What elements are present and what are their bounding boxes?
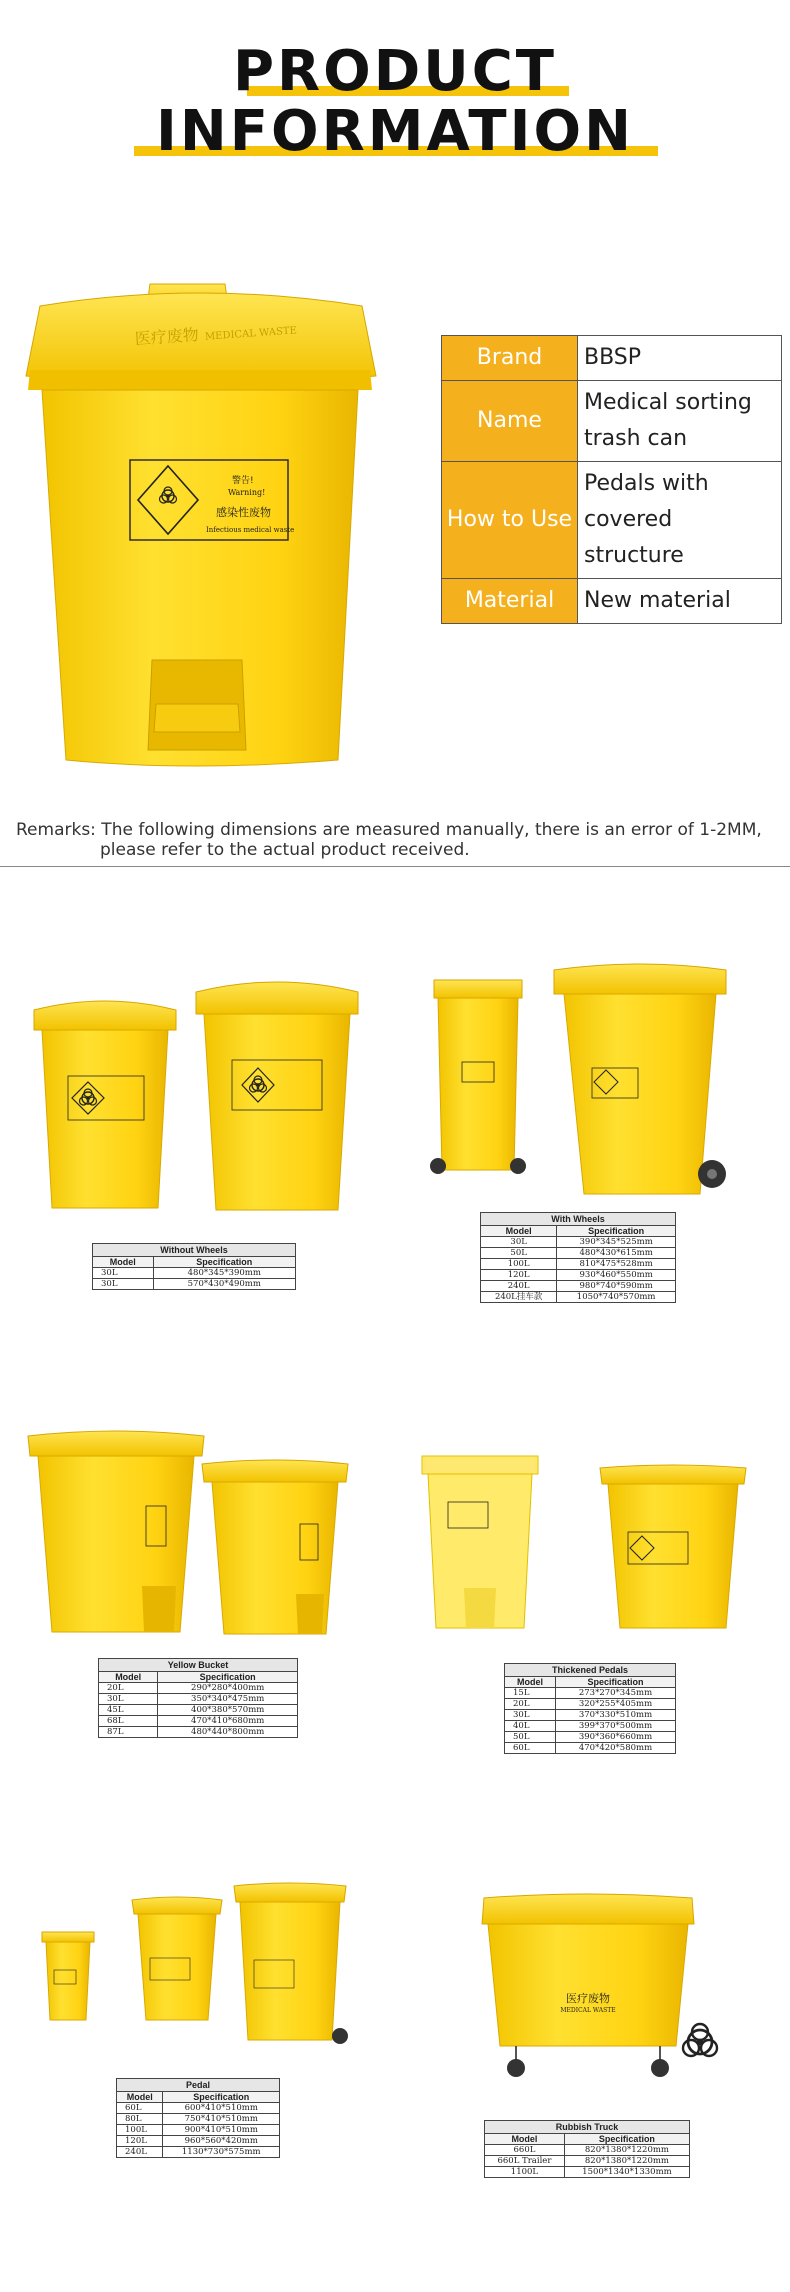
cell-model: 1100L — [485, 2167, 565, 2178]
col-header-model: Model — [505, 1677, 556, 1688]
table-row — [505, 1721, 676, 1732]
spec-key-brand: Brand — [442, 336, 578, 381]
col-header-specification: Specification — [564, 2134, 689, 2145]
bin-image-pedal-60l — [40, 1928, 96, 2022]
table-row — [99, 1727, 298, 1738]
bin-image-pedal-240l — [230, 1880, 354, 2052]
table-thickened-pedals — [504, 1663, 676, 1754]
table-yellow-bucket — [98, 1658, 298, 1738]
bin-image-with-wheels-small — [428, 970, 528, 1180]
label-warning-en: Warning! — [228, 488, 266, 497]
col-header-model: Model — [481, 1226, 557, 1237]
table-title: With Wheels — [480, 1212, 676, 1225]
cell-model: 80L — [117, 2114, 163, 2125]
cell-spec: 470*410*680mm — [158, 1716, 298, 1727]
cell-spec: 570*430*490mm — [153, 1279, 295, 1290]
product-main-image — [20, 280, 380, 780]
cell-model: 30L — [505, 1710, 556, 1721]
col-header-specification: Specification — [556, 1677, 676, 1688]
label-infectious-cn: 感染性废物 — [216, 506, 271, 519]
cell-model: 68L — [99, 1716, 158, 1727]
lid-text-en: MEDICAL WASTE — [204, 325, 298, 343]
table-with-wheels — [480, 1212, 676, 1303]
table-pedal — [116, 2078, 280, 2158]
bin-image-rubbish-truck — [476, 1890, 700, 2080]
bin-image-with-wheels-large — [550, 958, 730, 1198]
section-divider — [0, 866, 790, 867]
table-rubbish-truck — [484, 2120, 690, 2178]
cell-model: 45L — [99, 1705, 158, 1716]
cell-spec: 900*410*510mm — [163, 2125, 280, 2136]
table-title: Thickened Pedals — [504, 1663, 676, 1676]
table-row — [505, 1710, 676, 1721]
table-row — [117, 2114, 280, 2125]
table-row — [117, 2147, 280, 2158]
lid-text-cn: 医疗废物 — [134, 325, 200, 349]
spec-row-how-to-use — [442, 462, 782, 579]
truck-label-en: MEDICAL WASTE — [560, 2007, 616, 2014]
cell-spec: 930*460*550mm — [557, 1270, 676, 1281]
table-header-row — [505, 1677, 676, 1688]
cell-model: 100L — [117, 2125, 163, 2136]
cell-spec: 290*280*400mm — [158, 1683, 298, 1694]
col-header-model: Model — [117, 2092, 163, 2103]
cell-model: 240L — [117, 2147, 163, 2158]
bin-image-pedal-80l — [128, 1894, 226, 2022]
cell-spec: 390*360*660mm — [556, 1732, 676, 1743]
cell-model: 60L — [117, 2103, 163, 2114]
cell-spec: 390*345*525mm — [557, 1237, 676, 1248]
cell-model: 660L — [485, 2145, 565, 2156]
table-row — [481, 1237, 676, 1248]
table-row — [485, 2145, 690, 2156]
cell-spec: 750*410*510mm — [163, 2114, 280, 2125]
table-row — [485, 2167, 690, 2178]
table-row — [99, 1705, 298, 1716]
remarks — [16, 820, 786, 860]
cell-spec: 1130*730*575mm — [163, 2147, 280, 2158]
cell-spec: 820*1380*1220mm — [564, 2156, 689, 2167]
table-row — [505, 1743, 676, 1754]
spec-value-name: Medical sorting trash can — [578, 381, 782, 462]
cell-spec: 350*340*475mm — [158, 1694, 298, 1705]
spec-table — [441, 335, 782, 624]
table-row — [505, 1699, 676, 1710]
cell-model: 120L — [481, 1270, 557, 1281]
cell-spec: 480*440*800mm — [158, 1727, 298, 1738]
table-row — [117, 2136, 280, 2147]
spec-key-name: Name — [442, 381, 578, 462]
cell-spec: 370*330*510mm — [556, 1710, 676, 1721]
table-row — [505, 1732, 676, 1743]
spec-key-material: Material — [442, 579, 578, 624]
cell-spec: 810*475*528mm — [557, 1259, 676, 1270]
col-header-specification: Specification — [163, 2092, 280, 2103]
table-row — [117, 2103, 280, 2114]
table-row — [99, 1716, 298, 1727]
spec-row-name — [442, 381, 782, 462]
col-header-specification: Specification — [557, 1226, 676, 1237]
cell-spec: 820*1380*1220mm — [564, 2145, 689, 2156]
table-without-wheels — [92, 1243, 296, 1290]
table-header-row — [117, 2092, 280, 2103]
label-warning-cn: 警告! — [232, 476, 254, 486]
label-infectious-en: Infectious medical waste — [206, 526, 295, 534]
cell-spec: 1500*1340*1330mm — [564, 2167, 689, 2178]
table-row — [93, 1279, 296, 1290]
table-header-row — [481, 1226, 676, 1237]
cell-model: 30L — [93, 1279, 154, 1290]
table-row — [481, 1292, 676, 1303]
cell-spec: 320*255*405mm — [556, 1699, 676, 1710]
table-row — [117, 2125, 280, 2136]
cell-model: 87L — [99, 1727, 158, 1738]
cell-model: 30L — [93, 1268, 154, 1279]
cell-model: 50L — [481, 1248, 557, 1259]
bin-image-yellow-bucket-small — [200, 1456, 350, 1636]
cell-spec: 960*560*420mm — [163, 2136, 280, 2147]
cell-model: 240L — [481, 1281, 557, 1292]
table-title: Without Wheels — [92, 1243, 296, 1256]
bin-image-without-wheels-large — [192, 972, 362, 1212]
cell-spec: 600*410*510mm — [163, 2103, 280, 2114]
cell-spec: 1050*740*570mm — [557, 1292, 676, 1303]
cell-model: 15L — [505, 1688, 556, 1699]
table-row — [505, 1688, 676, 1699]
cell-model: 20L — [99, 1683, 158, 1694]
table-header-row — [99, 1672, 298, 1683]
bin-image-thickened-pedal-light — [420, 1450, 540, 1630]
cell-model: 100L — [481, 1259, 557, 1270]
table-row — [481, 1270, 676, 1281]
table-row — [99, 1683, 298, 1694]
page-title-line1: PRODUCT — [232, 39, 558, 104]
cell-model: 60L — [505, 1743, 556, 1754]
spec-value-material: New material — [578, 579, 782, 624]
table-row — [99, 1694, 298, 1705]
table-row — [481, 1281, 676, 1292]
table-row — [93, 1268, 296, 1279]
col-header-model: Model — [99, 1672, 158, 1683]
cell-model: 20L — [505, 1699, 556, 1710]
table-row — [481, 1248, 676, 1259]
cell-model: 240L挂车款 — [481, 1292, 557, 1303]
cell-model: 30L — [99, 1694, 158, 1705]
remarks-line2: please refer to the actual product received. — [100, 840, 470, 860]
col-header-specification: Specification — [158, 1672, 298, 1683]
table-title: Yellow Bucket — [98, 1658, 298, 1671]
remarks-line1: Remarks: The following dimensions are measured manually, there is an error of 1-2MM, — [16, 820, 762, 840]
cell-spec: 470*420*580mm — [556, 1743, 676, 1754]
cell-model: 40L — [505, 1721, 556, 1732]
page-title-line2: INFORMATION — [156, 99, 634, 164]
cell-spec: 399*370*500mm — [556, 1721, 676, 1732]
cell-model: 120L — [117, 2136, 163, 2147]
cell-model: 30L — [481, 1237, 557, 1248]
col-header-model: Model — [485, 2134, 565, 2145]
table-header-row — [93, 1257, 296, 1268]
spec-row-brand — [442, 336, 782, 381]
spec-value-brand: BBSP — [578, 336, 782, 381]
bin-image-thickened-pedal-dark — [598, 1462, 748, 1630]
spec-row-material — [442, 579, 782, 624]
cell-spec: 400*380*570mm — [158, 1705, 298, 1716]
bin-image-without-wheels-small — [30, 990, 180, 1210]
cell-spec: 480*430*615mm — [557, 1248, 676, 1259]
table-title: Pedal — [116, 2078, 280, 2091]
cell-model: 50L — [505, 1732, 556, 1743]
cell-spec: 980*740*590mm — [557, 1281, 676, 1292]
table-row — [485, 2156, 690, 2167]
bin-image-yellow-bucket-large — [26, 1426, 206, 1636]
spec-key-how-to-use: How to Use — [442, 462, 578, 579]
col-header-model: Model — [93, 1257, 154, 1268]
table-title: Rubbish Truck — [484, 2120, 690, 2133]
spec-value-how-to-use: Pedals with covered structure — [578, 462, 782, 579]
col-header-specification: Specification — [153, 1257, 295, 1268]
table-row — [481, 1259, 676, 1270]
truck-label-cn: 医疗废物 — [566, 1992, 610, 2005]
table-header-row — [485, 2134, 690, 2145]
cell-spec: 480*345*390mm — [153, 1268, 295, 1279]
cell-spec: 273*270*345mm — [556, 1688, 676, 1699]
cell-model: 660L Trailer — [485, 2156, 565, 2167]
